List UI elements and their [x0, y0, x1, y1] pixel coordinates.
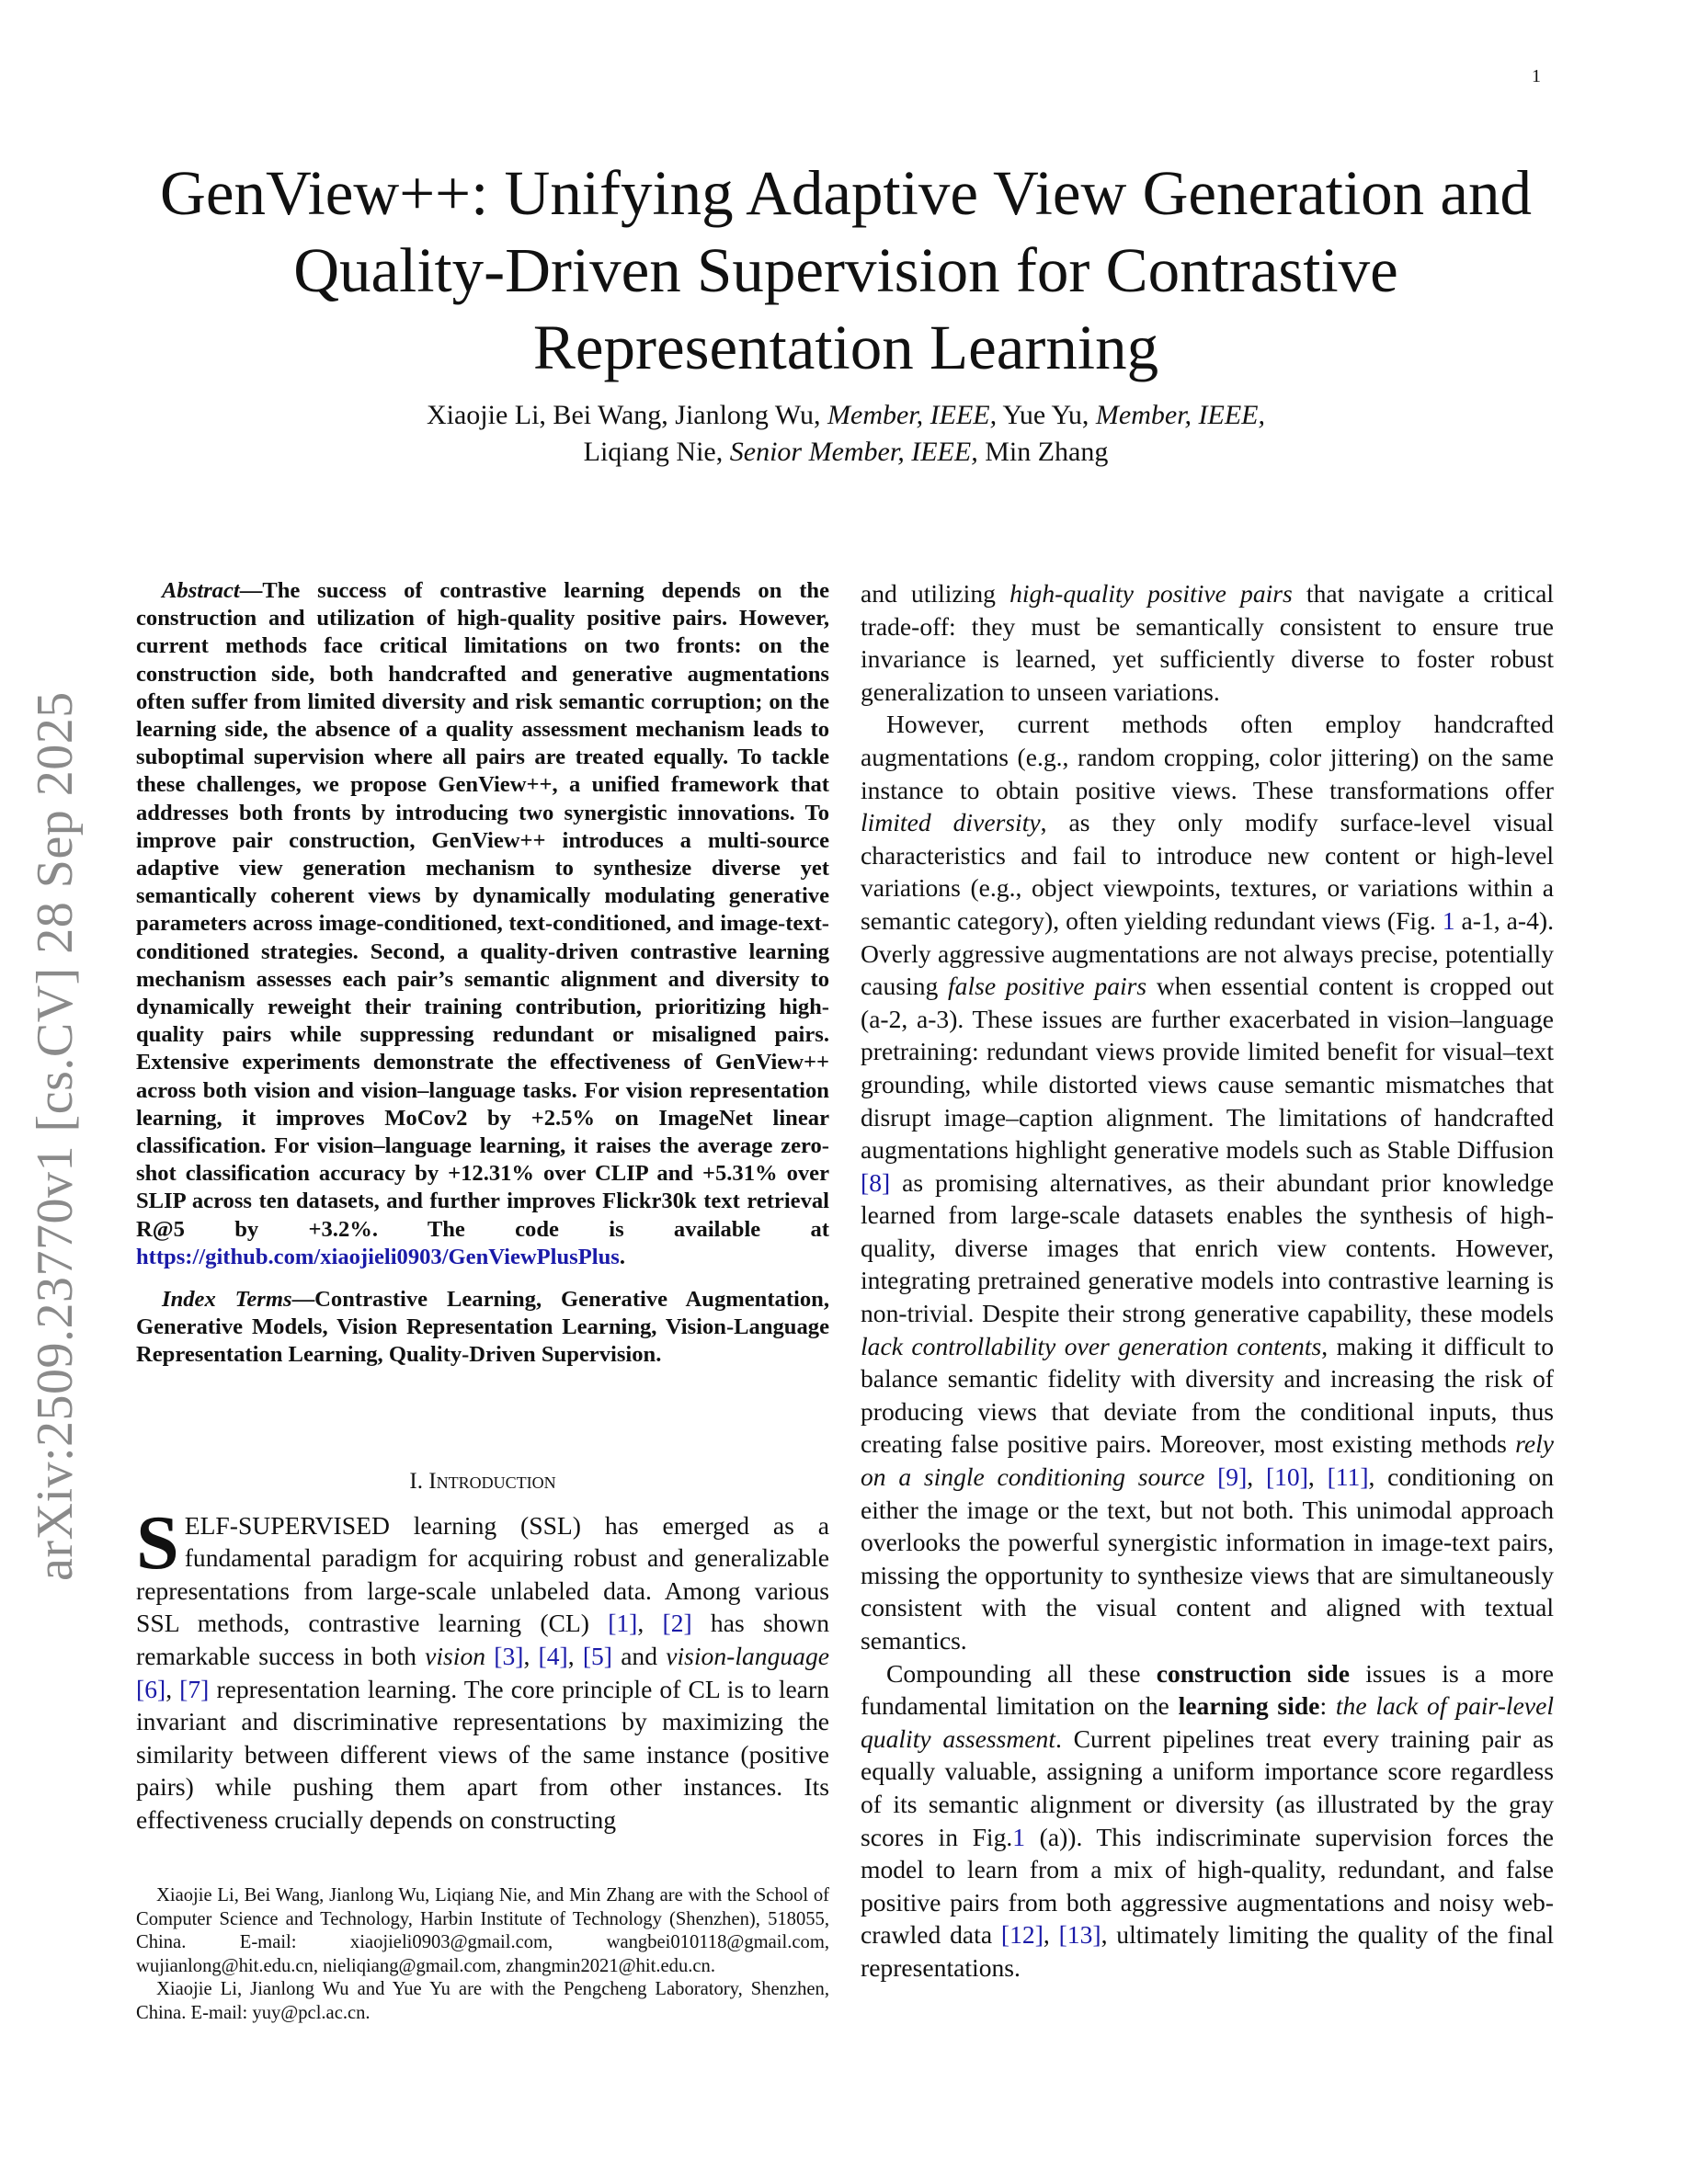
index-terms-text: —Contrastive Learning, Generative Augmentation, Generative Models, Vision Representation Learning, Vision-Language Representation Learning, Quality-Driven Supervision. — [136, 1287, 829, 1368]
author-name: Liqiang Nie, — [583, 437, 730, 467]
body-text: has shown remarkable success in both — [136, 1609, 830, 1671]
body-text: , ultimately limiting the quality of the final representations. — [861, 1920, 1555, 1982]
emphasis-text: high-quality positive pairs — [1009, 579, 1293, 608]
emphasis-text: lack controllability over generation contents — [861, 1331, 1322, 1360]
body-paragraph — [861, 1657, 1554, 1985]
author-name: Yue Yu, — [997, 400, 1096, 430]
paper-title: GenView++: Unifying Adaptive View Generation and Quality-Driven Supervision for Contrastive Representation Learning — [160, 158, 1532, 382]
body-text: , conditioning on either the image or the text, but not both. This unimodal approach overlooks the powerful synergistic information in image-text pairs, missing the opportunity to synthesize views that are simultaneously consistent with the visual content and aligned with textual semantics. — [861, 1462, 1555, 1655]
body-text: , — [1247, 1462, 1266, 1492]
emphasis-text: false positive pairs — [948, 972, 1147, 1001]
body-paragraph — [861, 708, 1554, 1656]
emphasis-text: vision — [425, 1642, 486, 1671]
author-line-2 — [147, 434, 1545, 471]
right-column — [861, 577, 1554, 1985]
citation-link[interactable]: [5] — [582, 1642, 612, 1671]
abstract-end: . — [619, 1244, 625, 1269]
abstract-label: Abstract — [162, 578, 240, 603]
section-title: Introduction — [428, 1468, 556, 1494]
body-text: representation learning. The core principle of CL is to learn invariant and discriminative representations by maximizing the similarity between different views of the same instance (positive pairs) while pushing them apart from other instances. Its effectiveness crucially depends on constructing — [136, 1674, 829, 1835]
body-text: issues is a more fundamental limitation on the — [861, 1658, 1554, 1721]
body-text: , — [1307, 1462, 1328, 1492]
body-text: , — [637, 1609, 663, 1638]
abstract-text: —The success of contrastive learning depends on the construction and utilization of high-quality positive pairs. However, current methods face critical limitations on two fronts: on the construction side, both handcrafted and generative augmentations often suffer from limited diversity and risk semantic corruption; on the learning side, the absence of a quality assessment mechanism leads to suboptimal supervision where all pairs are treated equally. To tackle these challenges, we propose GenView++, a unified framework that addresses both fronts by introducing two synergistic innovations. To improve pair construction, GenView++ introduces a multi-source adaptive view generation mechanism to synthesize diverse yet semantically coherent views by dynamically modulating generative parameters across image-conditioned, text-conditioned, and image-text-conditioned strategies. Second, a quality-driven contrastive learning mechanism assesses each pair’s semantic alignment and diversity to dynamically reweight their training contribution, prioritizing high-quality pairs while suppressing redundant or misaligned pairs. Extensive experiments demonstrate the effectiveness of GenView++ across both vision and vision–language tasks. For vision representation learning, it improves MoCov2 by +2.5% on ImageNet linear classification. For vision–language learning, it raises the average zero-shot classification accuracy by +12.31% over CLIP and +5.31% over SLIP across ten datasets, and further improves Flickr30k text retrieval R@5 by +3.2%. The code is available at — [136, 578, 829, 1242]
author-membership: Member, IEEE, — [1095, 400, 1266, 430]
emphasis-text: rely on a single conditioning source — [861, 1429, 1554, 1492]
body-text: , — [523, 1642, 539, 1671]
emphasis-text: limited diversity — [861, 808, 1041, 837]
bold-text: learning side — [1178, 1691, 1320, 1721]
body-text — [1204, 1462, 1217, 1491]
abstract — [136, 577, 829, 1271]
citation-link[interactable]: [8] — [861, 1167, 891, 1197]
section-heading-introduction — [136, 1469, 829, 1495]
body-text: However, current methods often employ handcrafted augmentations (e.g., random cropping, color jittering) on the same instance to obtain positive views. These transformations offer — [861, 710, 1554, 804]
section-number: I. — [409, 1468, 423, 1494]
body-text: Compounding all these — [886, 1658, 1157, 1688]
left-column — [136, 577, 829, 1837]
citation-link[interactable]: [7] — [179, 1674, 210, 1703]
drop-cap: S — [136, 1499, 179, 1586]
body-text: a-1, a-4). Overly aggressive augmentations are not always precise, potentially causing — [861, 905, 1554, 1001]
body-text: ELF-SUPERVISED learning (SSL) has emerged as a fundamental paradigm for acquiring robust and generalizable representations from large-scale unlabeled data. Among various SSL methods, contrastive learning (CL) — [136, 1510, 829, 1638]
citation-link[interactable]: 1 — [1442, 905, 1455, 935]
citation-link[interactable]: [11] — [1327, 1462, 1369, 1492]
author-name: Min Zhang — [977, 437, 1109, 467]
body-text: : — [1319, 1691, 1336, 1721]
author-affiliation-footnote — [136, 1884, 829, 2026]
citation-link[interactable]: [2] — [662, 1609, 692, 1638]
footnote-affiliation-pengcheng: Xiaojie Li, Jianlong Wu and Yue Yu are with the Pengcheng Laboratory, Shenzhen, China. E-mail: yuy@pcl.ac.cn. — [136, 1979, 829, 2023]
citation-link[interactable]: [12] — [1000, 1920, 1044, 1950]
author-list — [147, 397, 1545, 471]
code-repository-link[interactable]: https://github.com/xiaojieli0903/GenViewPlusPlus — [136, 1244, 620, 1269]
body-text: when essential content is cropped out (a-2, a-3). These issues are further exacerbated in vision–language pretraining: redundant views provide limited benefit for visual–text grounding, while distorted views cause semantic mismatches that disrupt image–caption alignment. The limitations of handcrafted augmentations highlight generative models such as Stable Diffusion — [861, 972, 1554, 1165]
body-text: , — [1043, 1920, 1059, 1950]
index-terms-label: Index Terms — [162, 1287, 292, 1313]
footnote-affiliation-hit: Xiaojie Li, Bei Wang, Jianlong Wu, Liqiang Nie, and Min Zhang are with the School of Computer Science and Technology, Harbin Institute of Technology (Shenzhen), 518055, China. E-mail: xiaojieli0903@gmail.com, wangbei010118@gmail.com, wujianlong@hit.edu.cn, nieliqiang@gmail.com, zhangmin2021@hit.edu.cn. — [136, 1885, 829, 1976]
body-text: that navigate a critical trade-off: they must be semantically consistent to ensure true invariance is learned, yet sufficiently diverse to foster robust generalization to unseen variations. — [861, 579, 1555, 706]
citation-link[interactable]: [13] — [1058, 1920, 1101, 1950]
citation-link[interactable]: [6] — [136, 1674, 166, 1703]
intro-paragraph — [136, 1499, 830, 1837]
body-text: as promising alternatives, as their abundant prior knowledge learned from large-scale datasets enables the synthesis of high-quality, diverse images that enrich view contents. However, integrating pretrained generative models into contrastive learning is non-trivial. Despite their strong generative capability, these models — [861, 1167, 1554, 1328]
author-name: Xiaojie Li, Bei Wang, Jianlong Wu, — [426, 400, 828, 430]
author-membership: Senior Member, IEEE, — [729, 437, 978, 467]
citation-link[interactable]: [10] — [1265, 1462, 1308, 1492]
body-text: , — [165, 1674, 180, 1703]
arxiv-identifier-stamp[interactable]: arXiv:2509.23770v1 [cs.CV] 28 Sep 2025 — [27, 691, 84, 1581]
citation-link[interactable]: [9] — [1217, 1462, 1248, 1492]
body-text: , — [567, 1642, 583, 1671]
page-number: 1 — [1532, 66, 1541, 86]
body-text: , making it difficult to balance semantic fidelity with diversity and increasing the risk of producing views that deviate from the conditional inputs, thus creating false positive pairs. Moreover, most existing methods — [861, 1331, 1554, 1459]
body-text — [485, 1642, 494, 1670]
body-paragraph — [861, 577, 1554, 708]
citation-link[interactable]: [1] — [608, 1609, 638, 1638]
body-text: (a)). This indiscriminate supervision forces the model to learn from a mix of high-quality, redundant, and false positive pairs from both aggressive augmentations and noisy web-crawled data — [861, 1822, 1554, 1950]
emphasis-text: the lack of pair-level quality assessment — [861, 1691, 1554, 1753]
body-text: and utilizing — [861, 579, 1010, 608]
body-text: , as they only modify surface-level visual characteristics and fail to introduce new content or high-level variations (e.g., object viewpoints, textures, or variations within a semantic category), often yielding redundant views (Fig. — [861, 808, 1554, 935]
body-text: and — [612, 1642, 667, 1671]
body-text: . Current pipelines treat every training pair as equally valuable, assigning a uniform importance score regardless of its semantic alignment or diversity (as illustrated by the gray scores in Fig. — [861, 1723, 1555, 1851]
citation-link[interactable]: [3] — [494, 1642, 524, 1671]
bold-text: construction side — [1156, 1658, 1351, 1688]
emphasis-text: vision-language — [666, 1642, 830, 1671]
citation-link[interactable]: 1 — [1012, 1822, 1026, 1851]
author-membership: Member, IEEE, — [827, 400, 998, 430]
index-terms — [136, 1286, 829, 1370]
citation-link[interactable]: [4] — [538, 1642, 568, 1671]
author-line-1 — [147, 397, 1545, 434]
